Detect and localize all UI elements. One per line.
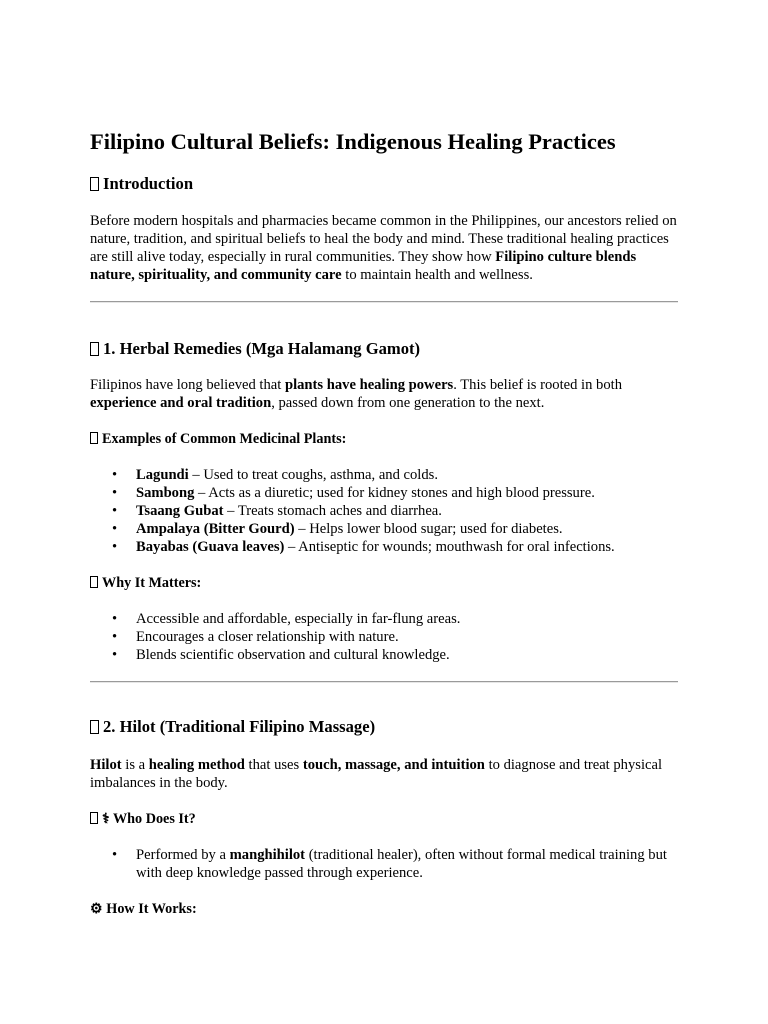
why-list bbox=[90, 610, 678, 664]
list-item bbox=[90, 520, 678, 538]
intro-text: Before modern hospitals and pharmacies became common in the Philippines, our ancestors relied on nature, tradition, and spiritual beliefs to heal the body and mind. These traditional healing practices are still alive today, especially in rural communities. They show how bbox=[90, 213, 677, 265]
intro-heading bbox=[90, 174, 193, 194]
why-heading-text: Why It Matters: bbox=[102, 575, 202, 591]
hilot-text-b: is a bbox=[121, 757, 149, 773]
list-item bbox=[90, 538, 678, 556]
who-text-a: Performed by a bbox=[136, 847, 230, 863]
list-item bbox=[90, 466, 678, 484]
plant-list bbox=[90, 466, 678, 556]
how-heading-text: How It Works: bbox=[106, 901, 197, 917]
herbal-paragraph bbox=[90, 376, 678, 412]
plant-name: Tsaang Gubat bbox=[136, 503, 224, 519]
intro-text-end: to maintain health and wellness. bbox=[341, 267, 533, 283]
plant-description: – Antiseptic for wounds; mouthwash for oral infections. bbox=[284, 539, 615, 555]
herbal-heading-text: 1. Herbal Remedies (Mga Halamang Gamot) bbox=[103, 339, 421, 358]
list-item: • Accessible and affordable, especially in far-flung areas. bbox=[90, 610, 678, 628]
herbal-text-a: Filipinos have long believed that bbox=[90, 377, 285, 393]
herbal-text-e: , passed down from one generation to the next. bbox=[271, 395, 545, 411]
list-item bbox=[90, 484, 678, 502]
plant-description: – Treats stomach aches and diarrhea. bbox=[223, 503, 442, 519]
missing-glyph-icon bbox=[90, 342, 99, 356]
hilot-bold-e: touch, massage, and intuition bbox=[302, 757, 485, 773]
hilot-text-d: that uses bbox=[244, 757, 303, 773]
plant-description: – Used to treat coughs, asthma, and colds. bbox=[188, 467, 438, 483]
missing-glyph-icon bbox=[90, 720, 99, 734]
who-text-c: (traditional healer), often without formal medical training but with deep knowledge passed through experience. bbox=[136, 847, 667, 881]
plant-description: – Acts as a diuretic; used for kidney stones and high blood pressure. bbox=[194, 485, 595, 501]
missing-glyph-icon bbox=[90, 812, 98, 824]
who-bold-b: manghihilot bbox=[229, 847, 306, 863]
hilot-heading bbox=[90, 717, 375, 737]
herbal-bold-b: plants have healing powers bbox=[284, 377, 454, 393]
how-heading bbox=[90, 900, 197, 918]
section-divider bbox=[90, 301, 678, 303]
hilot-bold-c: healing method bbox=[148, 757, 245, 773]
examples-heading bbox=[90, 430, 346, 448]
missing-glyph-icon bbox=[90, 576, 98, 588]
who-list bbox=[90, 846, 678, 882]
section-divider bbox=[90, 681, 678, 683]
why-heading bbox=[90, 574, 201, 592]
medical-symbol-icon: ⚕ bbox=[102, 811, 110, 827]
list-item: • Blends scientific observation and cultural knowledge. bbox=[90, 646, 678, 664]
plant-name: Sambong bbox=[136, 485, 195, 501]
herbal-bold-d: experience and oral tradition bbox=[90, 395, 272, 411]
herbal-heading bbox=[90, 339, 420, 359]
intro-heading-text: Introduction bbox=[103, 174, 194, 193]
who-heading-text: Who Does It? bbox=[112, 811, 196, 827]
missing-glyph-icon bbox=[90, 432, 98, 444]
hilot-text-f: to diagnose and treat physical imbalances in the body. bbox=[90, 757, 663, 791]
hilot-bold-a: Hilot bbox=[90, 757, 122, 773]
missing-glyph-icon bbox=[90, 177, 99, 191]
list-item: • Encourages a closer relationship with nature. bbox=[90, 628, 678, 646]
herbal-text-c: . This belief is rooted in both bbox=[453, 377, 622, 393]
plant-name: Bayabas (Guava leaves) bbox=[136, 539, 285, 555]
hilot-paragraph bbox=[90, 756, 678, 792]
plant-name: Lagundi bbox=[136, 467, 189, 483]
plant-description: – Helps lower blood sugar; used for diabetes. bbox=[294, 521, 563, 537]
intro-paragraph bbox=[90, 212, 678, 284]
intro-bold-text: Filipino culture blends nature, spirituality, and community care bbox=[90, 249, 637, 283]
document-title: Filipino Cultural Beliefs: Indigenous Healing Practices bbox=[90, 129, 616, 154]
who-heading bbox=[90, 810, 196, 828]
list-item bbox=[90, 846, 678, 882]
gear-icon: ⚙ bbox=[90, 901, 103, 917]
examples-heading-text: Examples of Common Medicinal Plants: bbox=[102, 431, 347, 447]
list-item bbox=[90, 502, 678, 520]
plant-name: Ampalaya (Bitter Gourd) bbox=[136, 521, 295, 537]
hilot-heading-text: 2. Hilot (Traditional Filipino Massage) bbox=[103, 717, 376, 736]
